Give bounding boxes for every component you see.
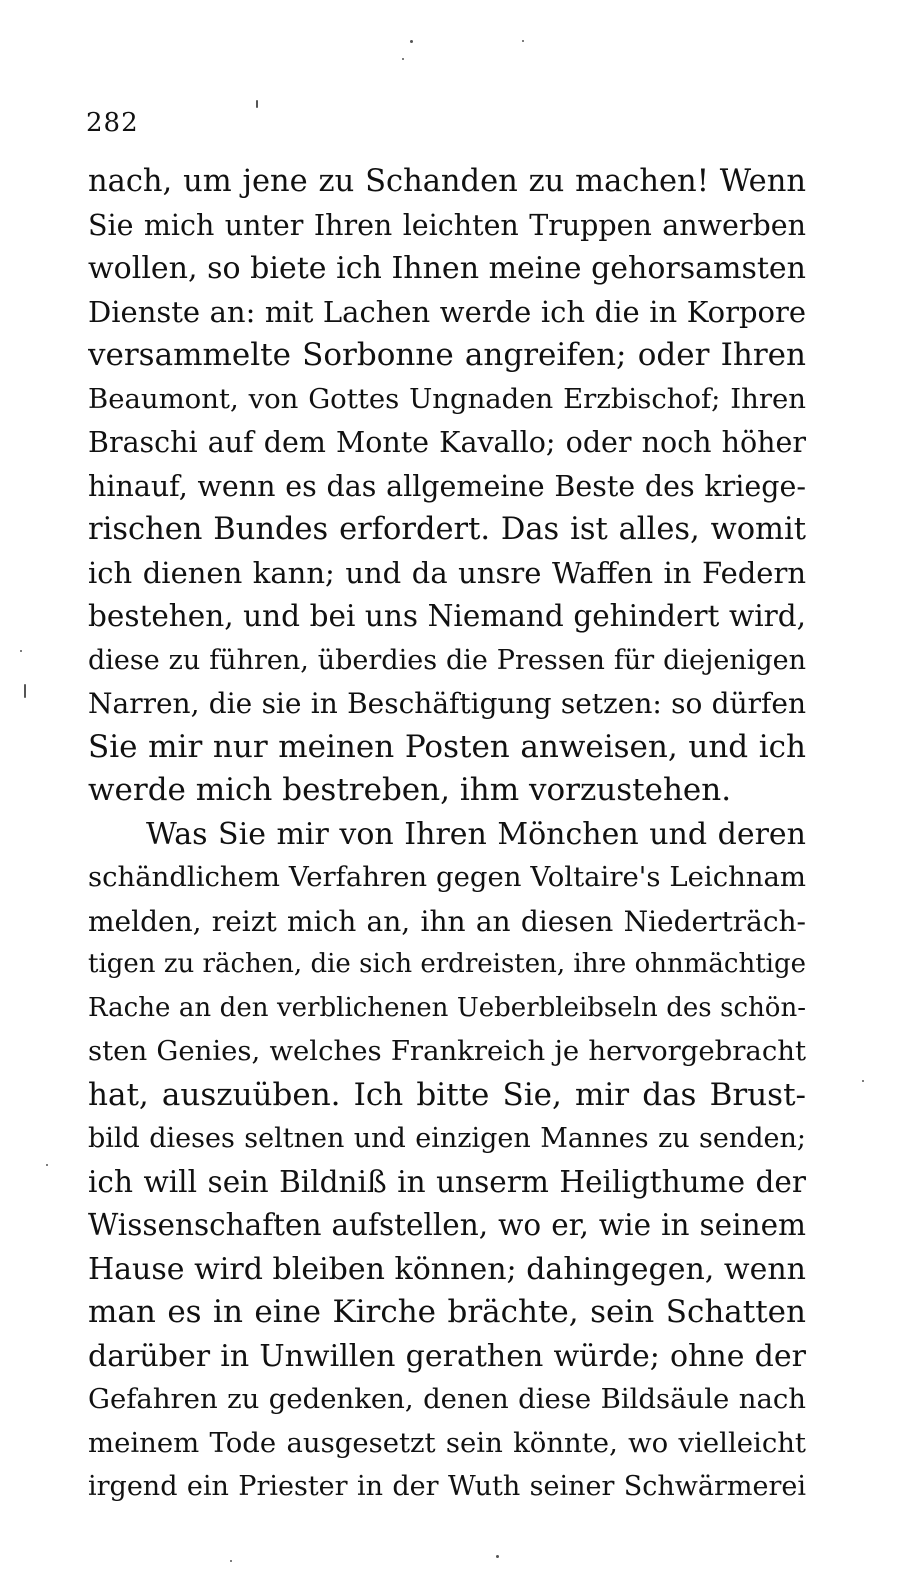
text-line: Sie mir nur meinen Posten anweisen, und ich — [88, 728, 806, 765]
text-line: tigen zu rächen, die sich erdreisten, ihre ohnmächtige — [88, 949, 806, 979]
text-line: darüber in Unwillen gerathen würde; ohne der — [88, 1338, 806, 1374]
text-line: melden, reizt mich an, ihn an diesen Niederträch- — [88, 904, 806, 938]
text-line: Sie mich unter Ihren leichten Truppen anwerben — [88, 208, 806, 242]
text-line: Rache an den verblichenen Ueberbleibseln des schön- — [88, 992, 806, 1023]
scan-speck — [496, 1555, 499, 1558]
text-line: Dienste an: mit Lachen werde ich die in Korpore — [88, 294, 806, 329]
page-number: 282 — [86, 108, 139, 138]
body-text — [88, 160, 806, 1509]
text-line: bild dieses seltnen und einzigen Mannes zu senden; — [88, 1123, 806, 1154]
text-line: rischen Bundes erfordert. Das ist alles, womit — [88, 512, 806, 547]
text-line: irgend ein Priester in der Wuth seiner Schwärmerei — [88, 1471, 806, 1502]
text-line: Narren, die sie in Beschäftigung setzen: so dürfen — [88, 687, 806, 720]
scan-speck — [522, 40, 524, 42]
scan-speck — [46, 1164, 48, 1166]
text-line: Wissenschaften aufstellen, wo er, wie in seinem — [88, 1208, 806, 1242]
text-line: Gefahren zu gedenken, denen diese Bildsäule nach — [88, 1383, 806, 1415]
text-line: hat, auszuüben. Ich bitte Sie, mir das Brust- — [88, 1076, 806, 1113]
text-line: wollen, so biete ich Ihnen meine gehorsamsten — [88, 251, 806, 286]
text-line: hinauf, wenn es das allgemeine Beste des kriege- — [88, 469, 806, 503]
text-line: nach, um jene zu Schanden zu machen! Wenn — [88, 164, 806, 199]
text-line: ich will sein Bildniß in unserm Heiligthume der — [88, 1164, 806, 1199]
scan-speck — [230, 1560, 232, 1562]
scan-speck — [20, 650, 22, 652]
scan-speck — [256, 100, 258, 108]
text-line: versammelte Sorbonne angreifen; oder Ihren — [88, 337, 806, 373]
text-line: sten Genies, welches Frankreich je hervorgebracht — [88, 1035, 806, 1067]
text-line: Was Sie mir von Ihren Mönchen und deren — [146, 816, 806, 852]
text-line: Hause wird bleiben können; dahingegen, wenn — [88, 1251, 806, 1287]
text-line: man es in eine Kirche brächte, sein Schatten — [88, 1294, 806, 1330]
scan-speck — [24, 684, 26, 698]
text-line: werde mich bestreben, ihm vorzustehen. — [88, 772, 732, 808]
text-line: Braschi auf dem Monte Kavallo; oder noch höher — [88, 426, 806, 459]
text-line: Beaumont, von Gottes Ungnaden Erzbischof; Ihren — [88, 382, 806, 415]
paragraph-2 — [88, 813, 806, 1509]
scan-speck — [402, 58, 404, 60]
text-line: bestehen, und bei uns Niemand gehindert wird, — [88, 599, 806, 633]
text-line: diese zu führen, überdies die Pressen für diejenigen — [88, 644, 806, 676]
scan-speck — [410, 40, 413, 43]
text-line: schändlichem Verfahren gegen Voltaire's Leichnam — [88, 861, 806, 893]
text-line: meinem Tode ausgesetzt sein könnte, wo vielleicht — [88, 1426, 806, 1459]
text-line: ich dienen kann; und da unsre Waffen in Federn — [88, 555, 806, 590]
scan-speck — [862, 1080, 864, 1082]
paragraph-1 — [88, 160, 806, 813]
